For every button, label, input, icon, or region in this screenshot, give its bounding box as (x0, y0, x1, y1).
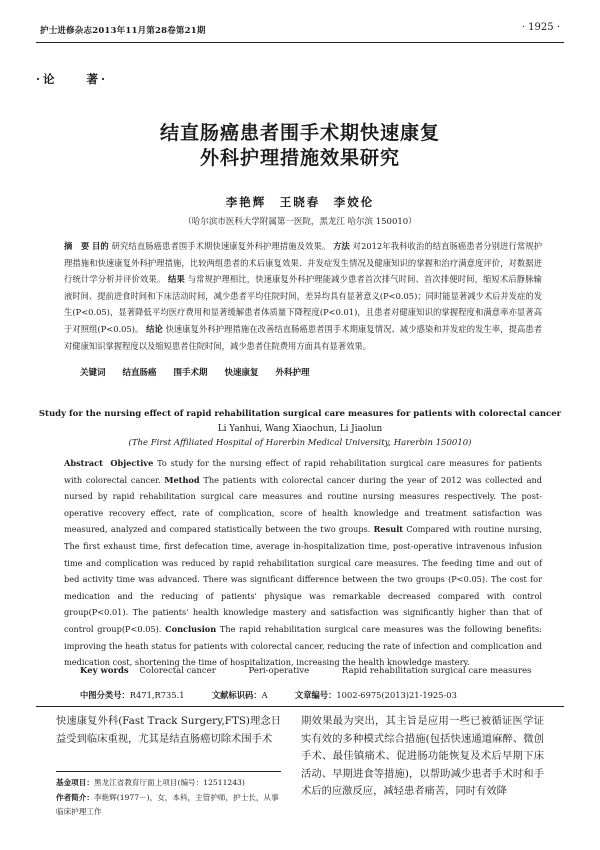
title-zh-line-2: 外科护理措施效果研究 (199, 147, 400, 169)
conclusion-en-label: Conclusion (165, 623, 217, 634)
keyword-en: Rapid rehabilitation surgical care measures (341, 666, 532, 676)
keyword-zh: 外科护理 (275, 368, 310, 378)
journal-header: 护士进修杂志2013年11月第28卷第21期 (40, 26, 206, 36)
body-right-column: 期效果最为突出，其主旨是应用一些已被循证医学证实有效的多种模式综合措施(包括快速通道麻醉、微创手术、最佳镇痛术、促进肠功能恢复及术后早期下床活动、早期进食等措施)，以帮助减少患者手术时和手术后的应激反应，减轻患者痛苦，同时有效降 (301, 715, 544, 797)
fund-label: 基金项目： (56, 778, 94, 787)
clc-value: R471,R735.1 (129, 690, 185, 700)
author-label: 作者简介： (56, 792, 94, 802)
method-zh-label: 方法 (333, 241, 350, 251)
objective-en-label: Objective (110, 458, 154, 468)
result-en-label: Result (373, 524, 404, 535)
article-id-label: 文章编号： (294, 690, 337, 700)
authors-en: Li Yanhui, Wang Xiaochun, Li Jiaolun (217, 424, 383, 434)
doc-code-label: 文献标识码： (211, 690, 262, 700)
page-number: · 1925 · (521, 22, 560, 33)
keywords-zh-label: 关键词 (80, 368, 106, 378)
result-zh: 与常规护理相比，快速康复外科护理能减少患者首次排气时间、首次排便时间，缩短术后静脉输液时间、提前进食时间和下床活动时间，减少患者平均住院时间，差异均具有显著意义(P<0.05)；同时能显著减少术后并发症的发生(P<0.05)，显著降低平均医疗费用和显著缓解患者体质量下降程度(P<0.01)，且患者对健康知识的掌握程度和满意率亦显著高于对照组(P<0.05)。 (64, 274, 542, 334)
keyword-zh: 结直肠癌 (122, 368, 157, 378)
classification-row (80, 689, 457, 701)
affiliation-zh: （哈尔滨市医科大学附属第一医院，黑龙江 哈尔滨 150010） (183, 217, 417, 227)
fund-footnote (56, 776, 284, 791)
objective-zh: 研究结直肠癌患者围手术期快速康复外科护理措施及效果。 (111, 241, 331, 251)
objective-zh-label: 目的 (92, 241, 109, 251)
article-id-value: 1002-6975(2013)21-1925-03 (336, 690, 457, 700)
keywords-zh (80, 366, 323, 378)
keyword-zh: 围手术期 (173, 368, 208, 378)
objective-en: To study for the nursing effect of rapid rehabilitation surgical care measures for patients with colorectal cancer. (64, 458, 543, 485)
doc-code-value: A (261, 690, 268, 700)
result-en: Compared with routine nursing, The first exhaust time, first defecation time, average in-hospitalization time, post-operative intravenous infusion time and complication was reduced by rapid rehabilitation surgical care measures. The feeding time and out of bed activity time was advanced. There was significant difference between the two groups (P<0.05). The cost for medication and the reducing of patients' physique was remarkable decreased compared with control group(P<0.01). The patients' health knowledge mastery and satisfaction was significantly higher than that of control group(P<0.05). (64, 524, 543, 634)
conclusion-zh: 快速康复外科护理措施在改善结直肠癌患者围手术期康复情况、减少感染和并发症的发生率，提高患者对健康知识掌握程度以及缩短患者住院时间，减少患者住院费用方面具有显著效果。 (64, 323, 542, 351)
result-zh-label: 结果 (168, 274, 185, 285)
keywords-en-label: Key words (80, 666, 129, 676)
clc-label: 中图分类号： (80, 690, 130, 700)
method-en: The patients with colorectal cancer during the year of 2012 was collected and nursed by rapid rehabilitation surgical care measures and routine nursing measures respectively. The post-operative recovery effect, rate of complication, score of health knowledge and treatment satisfaction was measured, analyzed and compared statistically between the two groups. (64, 474, 542, 535)
author-footnote (56, 791, 284, 820)
keyword-en: Peri-operative (248, 666, 310, 676)
keyword-en: Colorectal cancer (139, 666, 216, 676)
footnotes (56, 776, 284, 820)
abstract-zh (64, 238, 542, 354)
author-text: 李艳辉(1977－)，女，本科，主管护师，护士长，从事临床护理工作 (56, 792, 279, 816)
abstract-en-label: Abstract (64, 458, 103, 468)
conclusion-zh-label: 结论 (146, 323, 163, 334)
keyword-zh: 快速康复 (224, 368, 259, 378)
title-zh-line-1: 结直肠癌患者围手术期快速康复 (159, 122, 440, 144)
method-en-label: Method (164, 474, 200, 485)
body-rule (36, 706, 564, 707)
fund-text: 黑龙江省教育厅面上项目(编号：12511243) (93, 778, 245, 787)
authors-zh: 李艳辉 王晓春 李姣伦 (225, 195, 375, 209)
conclusion-en: The rapid rehabilitation surgical care measures was the following benefits: improving the heath status for patients with colorectal cancer, reducing the rate of infection and complication and medication cost, shortening the time of hospitalization, increasing the health knowledge mastery. (64, 623, 542, 668)
section-label: ·论 著· (36, 72, 109, 86)
keywords-en (80, 666, 561, 676)
abstract-zh-label: 摘 要 (64, 241, 90, 251)
body-left-column: 快速康复外科(Fast Track Surgery,FTS)理念日益受到临床重视，尤其是结直肠癌切除术围手术 (56, 715, 281, 745)
footnote-rule (56, 771, 281, 772)
method-zh: 对2012年我科收治的结直肠癌患者分别进行常规护理措施和快速康复外科护理措施，比较两组患者的术后康复效果、并发症发生情况及健康知识的掌握和治疗满意度评价，对数据进行统计学分析并评价效果。 (64, 241, 542, 285)
affiliation-en: (The First Affiliated Hospital of Harerbin Medical University, Harerbin 150010) (128, 438, 472, 448)
abstract-en (64, 455, 542, 671)
title-en: Study for the nursing effect of rapid rehabilitation surgical care measures for patients with colorectal cancer (38, 409, 562, 419)
header-rule (36, 42, 564, 43)
